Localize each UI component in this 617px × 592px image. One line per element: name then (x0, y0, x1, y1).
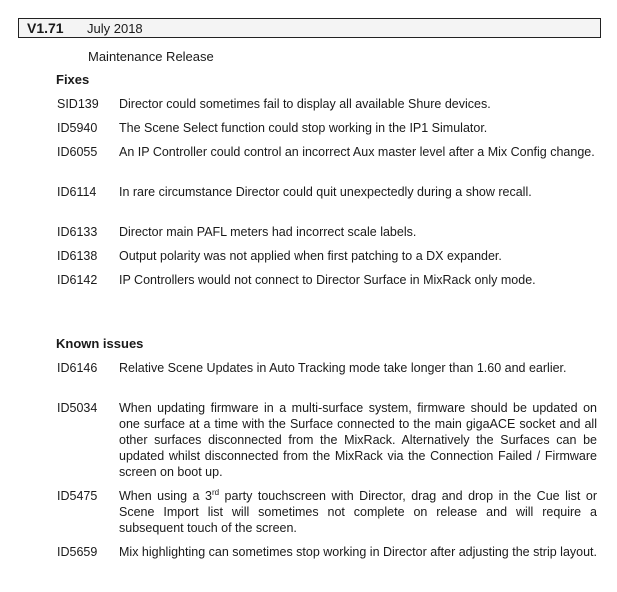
fix-item (57, 96, 597, 112)
text-part: When using a 3 (119, 489, 212, 503)
issue-id: ID5034 (57, 401, 98, 415)
issue-text: Director main PAFL meters had incorrect scale labels. (119, 225, 417, 239)
version-header (18, 18, 601, 38)
known-issue-item (57, 488, 597, 536)
issue-id: ID5659 (57, 545, 98, 559)
issue-id: ID6133 (57, 225, 98, 239)
known-issues-heading: Known issues (56, 336, 144, 351)
issue-text: An IP Controller could control an incorrect Aux master level after a Mix Config change. (119, 145, 595, 159)
fixes-heading: Fixes (56, 72, 90, 87)
fix-item (57, 184, 597, 200)
issue-id: ID6114 (57, 185, 97, 199)
release-type: Maintenance Release (88, 49, 214, 64)
issue-text (119, 488, 597, 536)
issue-id: ID6055 (57, 145, 98, 159)
fix-item (57, 120, 597, 136)
ordinal-suffix: rd (211, 487, 220, 497)
issue-text: In rare circumstance Director could quit unexpectedly during a show recall. (119, 185, 532, 199)
issue-id: ID5940 (57, 121, 98, 135)
fix-item (57, 224, 597, 240)
known-issue-item (57, 400, 597, 480)
issue-id: ID6146 (57, 361, 98, 375)
issue-id: ID5475 (57, 489, 98, 503)
issue-text: The Scene Select function could stop working in the IP1 Simulator. (119, 121, 488, 135)
version-number: V1.71 (27, 20, 64, 36)
known-issue-item (57, 544, 597, 560)
issue-id: SID139 (57, 97, 99, 111)
issue-id: ID6142 (57, 273, 98, 287)
release-date: July 2018 (87, 20, 143, 36)
issue-text: Mix highlighting can sometimes stop working in Director after adjusting the strip layout. (119, 545, 597, 559)
text-part: party touchscreen with Director, drag and drop in the Cue list or Scene Import list will sometimes not complete on release and will require a subsequent touch of the screen. (119, 489, 597, 535)
issue-id: ID6138 (57, 249, 98, 263)
fix-item (57, 272, 597, 288)
issue-text: Output polarity was not applied when first patching to a DX expander. (119, 249, 502, 263)
issue-text: IP Controllers would not connect to Director Surface in MixRack only mode. (119, 273, 536, 287)
issue-text: When updating firmware in a multi-surface system, firmware should be updated on one surface at a time with the Surface connected to the main gigaACE socket and all other surfaces disconnected from the MixRack. Alternatively the Surfaces can be updated whilst disconnected from the MixRack via the Connection Failed / Firmware screen on boot up. (119, 401, 597, 479)
issue-text: Relative Scene Updates in Auto Tracking mode take longer than 1.60 and earlier. (119, 361, 567, 375)
known-issue-item (57, 360, 597, 376)
fix-item (57, 248, 597, 264)
issue-text: Director could sometimes fail to display all available Shure devices. (119, 97, 491, 111)
fix-item (57, 144, 597, 160)
